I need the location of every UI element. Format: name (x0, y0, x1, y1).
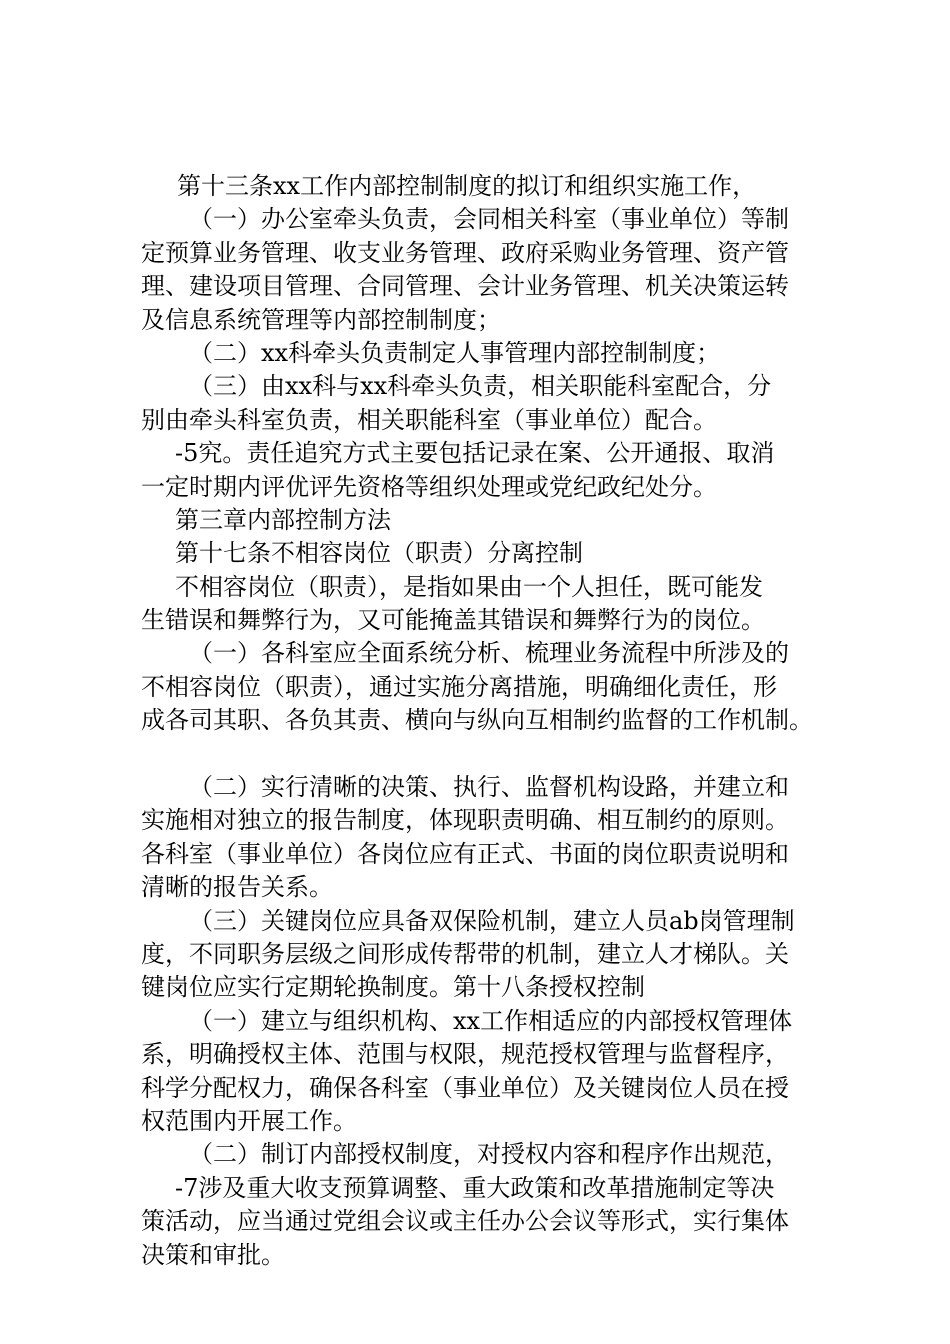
text-line: （三）关键岗位应具备双保险机制，建立人员ab岗管理制 (189, 906, 795, 935)
text-line: （一）建立与组织机构、xx工作相适应的内部授权管理体 (189, 1006, 793, 1035)
text-line: -5究。责任追究方式主要包括记录在案、公开通报、取消 (175, 439, 775, 468)
paragraph-gap (141, 738, 811, 771)
text-line: 权范围内开展工作。 (141, 1106, 357, 1135)
text-line: 决策和审批。 (141, 1240, 285, 1269)
text-line: -7涉及重大收支预算调整、重大政策和改革措施制定等决 (175, 1173, 775, 1202)
text-line: 别由牵头科室负责，相关职能科室（事业单位）配合。 (141, 405, 717, 434)
text-line: 理、建设项目管理、合同管理、会计业务管理、机关决策运转 (141, 272, 789, 301)
text-line: （二）实行清晰的决策、执行、监督机构设路，并建立和 (189, 773, 789, 802)
chapter-heading: 第三章内部控制方法 (175, 505, 391, 534)
text-line: 实施相对独立的报告制度，体现职责明确、相互制约的原则。 (141, 806, 789, 835)
text-line: 定预算业务管理、收支业务管理、政府采购业务管理、资产管 (141, 238, 789, 267)
article-heading: 第十七条不相容岗位（职责）分离控制 (175, 539, 583, 568)
text-line: （一）各科室应全面系统分析、梳理业务流程中所涉及的 (189, 639, 789, 668)
text-line: 科学分配权力，确保各科室（事业单位）及关键岗位人员在授 (141, 1073, 789, 1102)
text-line: 键岗位应实行定期轮换制度。第十八条授权控制 (141, 973, 645, 1002)
text-line: 不相容岗位（职责），是指如果由一个人担任，既可能发 (175, 572, 763, 601)
text-line: （二）制订内部授权制度，对授权内容和程序作出规范， (189, 1140, 789, 1169)
text-line: （一）办公室牵头负责，会同相关科室（事业单位）等制 (189, 205, 789, 234)
text-line: 策活动，应当通过党组会议或主任办公会议等形式，实行集体 (141, 1207, 789, 1236)
text-line: 不相容岗位（职责），通过实施分离措施，明确细化责任，形 (141, 672, 777, 701)
text-line: 生错误和舞弊行为，又可能掩盖其错误和舞弊行为的岗位。 (141, 606, 765, 635)
text-line: 及信息系统管理等内部控制制度； (141, 305, 501, 334)
text-line: 系，明确授权主体、范围与权限，规范授权管理与监督程序， (141, 1040, 789, 1069)
text-line: 第十三条xx工作内部控制制度的拟订和组织实施工作， (177, 172, 757, 200)
text-line: （二）xx科牵头负责制定人事管理内部控制制度； (189, 338, 721, 367)
text-line: 一定时期内评优评先资格等组织处理或党纪政纪处分。 (141, 472, 717, 501)
text-line: 各科室（事业单位）各岗位应有正式、书面的岗位职责说明和 (141, 839, 789, 868)
text-line: 清晰的报告关系。 (141, 873, 333, 902)
text-line: 成各司其职、各负其责、横向与纵向互相制约监督的工作机制。 (141, 706, 813, 735)
document-body (141, 170, 811, 1272)
text-line: 度，不同职务层级之间形成传帮带的机制，建立人才梯队。关 (141, 939, 789, 968)
text-line: （三）由xx科与xx科牵头负责，相关职能科室配合，分 (189, 372, 772, 401)
